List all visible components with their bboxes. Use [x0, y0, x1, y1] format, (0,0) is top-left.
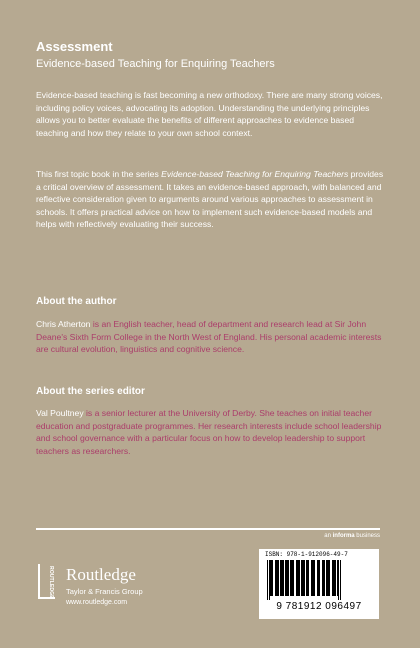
barcode-bar: [326, 560, 327, 596]
barcode-bar: [303, 560, 305, 596]
barcode-bar: [282, 560, 284, 596]
author-bio-text: is an English teacher, head of department and research lead at Sir John Deane's Sixth Form College in the North West of England. His personal academic interests are cultural evolution, linguistics and cognitive science.: [36, 319, 382, 355]
barcode-bar: [335, 560, 336, 596]
barcode-bar: [332, 560, 333, 596]
informa-suffix: business: [354, 533, 380, 539]
barcode-bar: [270, 560, 272, 596]
routledge-logo-mark-text: ROUTLEDGE: [48, 566, 54, 599]
barcode-bar: [276, 560, 278, 596]
barcode-bar: [306, 560, 307, 596]
barcode-icon: [265, 560, 373, 600]
barcode-bar: [327, 560, 329, 596]
informa-business-label: [324, 533, 380, 539]
barcode-bar: [275, 560, 276, 596]
barcode-bar: [317, 560, 318, 596]
barcode-bar: [318, 560, 319, 596]
barcode-bar: [311, 560, 312, 596]
editor-bio: [36, 407, 386, 457]
barcode-bar: [337, 560, 338, 596]
barcode-bar: [333, 560, 335, 596]
barcode-bar: [280, 560, 281, 596]
intro-paragraph-2-start: This first topic book in the series: [36, 169, 162, 179]
intro-paragraph-2-end: provides a critical overview of assessment. It takes an evidence-based approach, with balanced and reflective consideration given to arguments around various approaches to assessment in schools. It offers practical advice on how to implement such evidence-based models and helps with reflectively evaluating their success.: [36, 169, 384, 230]
author-name: Chris Atherton: [36, 319, 91, 329]
barcode-guard-bar: [269, 560, 270, 600]
editor-bio-text: is a senior lecturer at the University of Derby. She teaches on initial teacher education and postgraduate programmes. Her research interests include school leadership and school governance with a particular focus on how to develop leadership to support teachers as researchers.: [36, 408, 382, 456]
barcode-bar: [293, 560, 294, 596]
editor-name: Val Poultney: [36, 408, 84, 418]
barcode-guard-bar: [267, 560, 268, 600]
intro-paragraph-1: Evidence-based teaching is fast becoming a new orthodoxy. There are many strong voices, including policy voices, advocating its adoption. Understanding the underlying principles allows you to better evaluate the benefits of different approaches to evidence based teaching and how they relate to your own school context.: [36, 90, 383, 138]
barcode-bar: [323, 560, 324, 596]
barcode-bar: [322, 560, 323, 596]
barcode-bar: [285, 560, 286, 596]
ean-number: 9 781912 096497: [276, 601, 362, 612]
routledge-logo-icon: [36, 561, 58, 601]
author-bio: [36, 318, 386, 356]
publisher-url: www.routledge.com: [66, 599, 128, 606]
barcode-guard-bar: [340, 560, 341, 600]
barcode-bar: [272, 560, 273, 596]
barcode-bar: [307, 560, 308, 596]
barcode-bar: [302, 560, 303, 596]
isbn-label: ISBN: 978-1-912096-49-7: [265, 551, 348, 558]
about-editor-heading: About the series editor: [36, 386, 145, 397]
barcode-bar: [329, 560, 330, 596]
barcode-bar: [288, 560, 289, 596]
barcode-bar: [312, 560, 314, 596]
publisher-name: Routledge: [66, 565, 136, 584]
isbn-barcode: [259, 549, 379, 619]
book-subtitle: Evidence-based Teaching for Enquiring Teachers: [36, 58, 275, 70]
barcode-bar: [296, 560, 297, 596]
barcode-bar: [297, 560, 299, 596]
barcode-bar: [290, 560, 291, 596]
informa-brand: informa: [332, 533, 355, 539]
footer-divider: [36, 528, 380, 530]
barcode-bar: [301, 560, 302, 596]
barcode-guard-bar: [338, 560, 339, 600]
barcode-bar: [286, 560, 288, 596]
barcode-bar: [278, 560, 279, 596]
barcode-bar: [324, 560, 325, 596]
barcode-bar: [281, 560, 282, 596]
publisher-group: Taylor & Francis Group: [66, 587, 143, 596]
barcode-bar: [314, 560, 315, 596]
series-title: Evidence-based Teaching for Enquiring Teachers: [161, 169, 349, 179]
barcode-bar: [291, 560, 293, 596]
book-title: Assessment: [36, 39, 113, 54]
intro-paragraph-2: [36, 168, 386, 231]
barcode-bar: [308, 560, 309, 596]
barcode-bar: [319, 560, 320, 596]
about-author-heading: About the author: [36, 296, 117, 307]
informa-prefix: an: [324, 533, 333, 539]
barcode-bar: [299, 560, 300, 596]
